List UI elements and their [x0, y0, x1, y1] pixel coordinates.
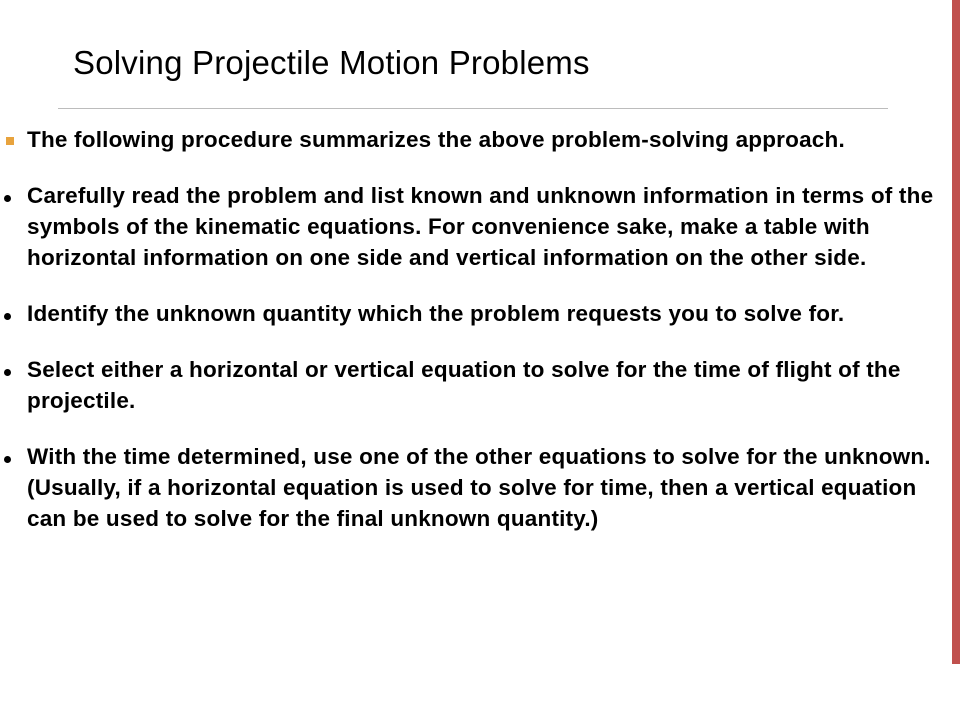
accent-band — [952, 0, 960, 664]
bullet-item-select-equation — [0, 354, 945, 416]
bullet-item-intro — [0, 124, 945, 155]
bullet-item-read-problem — [0, 180, 945, 273]
slide-title: Solving Projectile Motion Problems — [73, 44, 590, 81]
bullet-text: With the time determined, use one of the other equations to solve for the unknown. (Usually, if a horizontal equation is used to solve for time, then a vertical equation can be used to solve for the final unknown quantity.) — [27, 444, 931, 531]
bullet-text: Carefully read the problem and list known and unknown information in terms of the symbols of the kinematic equations. For convenience sake, make a table with horizontal information on one side and vertical information on the other side. — [27, 183, 934, 270]
bullet-text: Select either a horizontal or vertical equation to solve for the time of flight of the projectile. — [27, 357, 901, 413]
bullet-list — [0, 124, 945, 534]
bullet-item-identify-unknown — [0, 298, 945, 329]
title-divider — [58, 108, 888, 109]
dot-bullet-icon — [4, 456, 11, 463]
bullet-item-solve-unknown — [0, 441, 945, 534]
dot-bullet-icon — [4, 195, 11, 202]
bullet-text: The following procedure summarizes the above problem-solving approach. — [27, 127, 845, 152]
bullet-text: Identify the unknown quantity which the problem requests you to solve for. — [27, 301, 845, 326]
square-bullet-icon — [6, 137, 14, 145]
dot-bullet-icon — [4, 369, 11, 376]
dot-bullet-icon — [4, 313, 11, 320]
